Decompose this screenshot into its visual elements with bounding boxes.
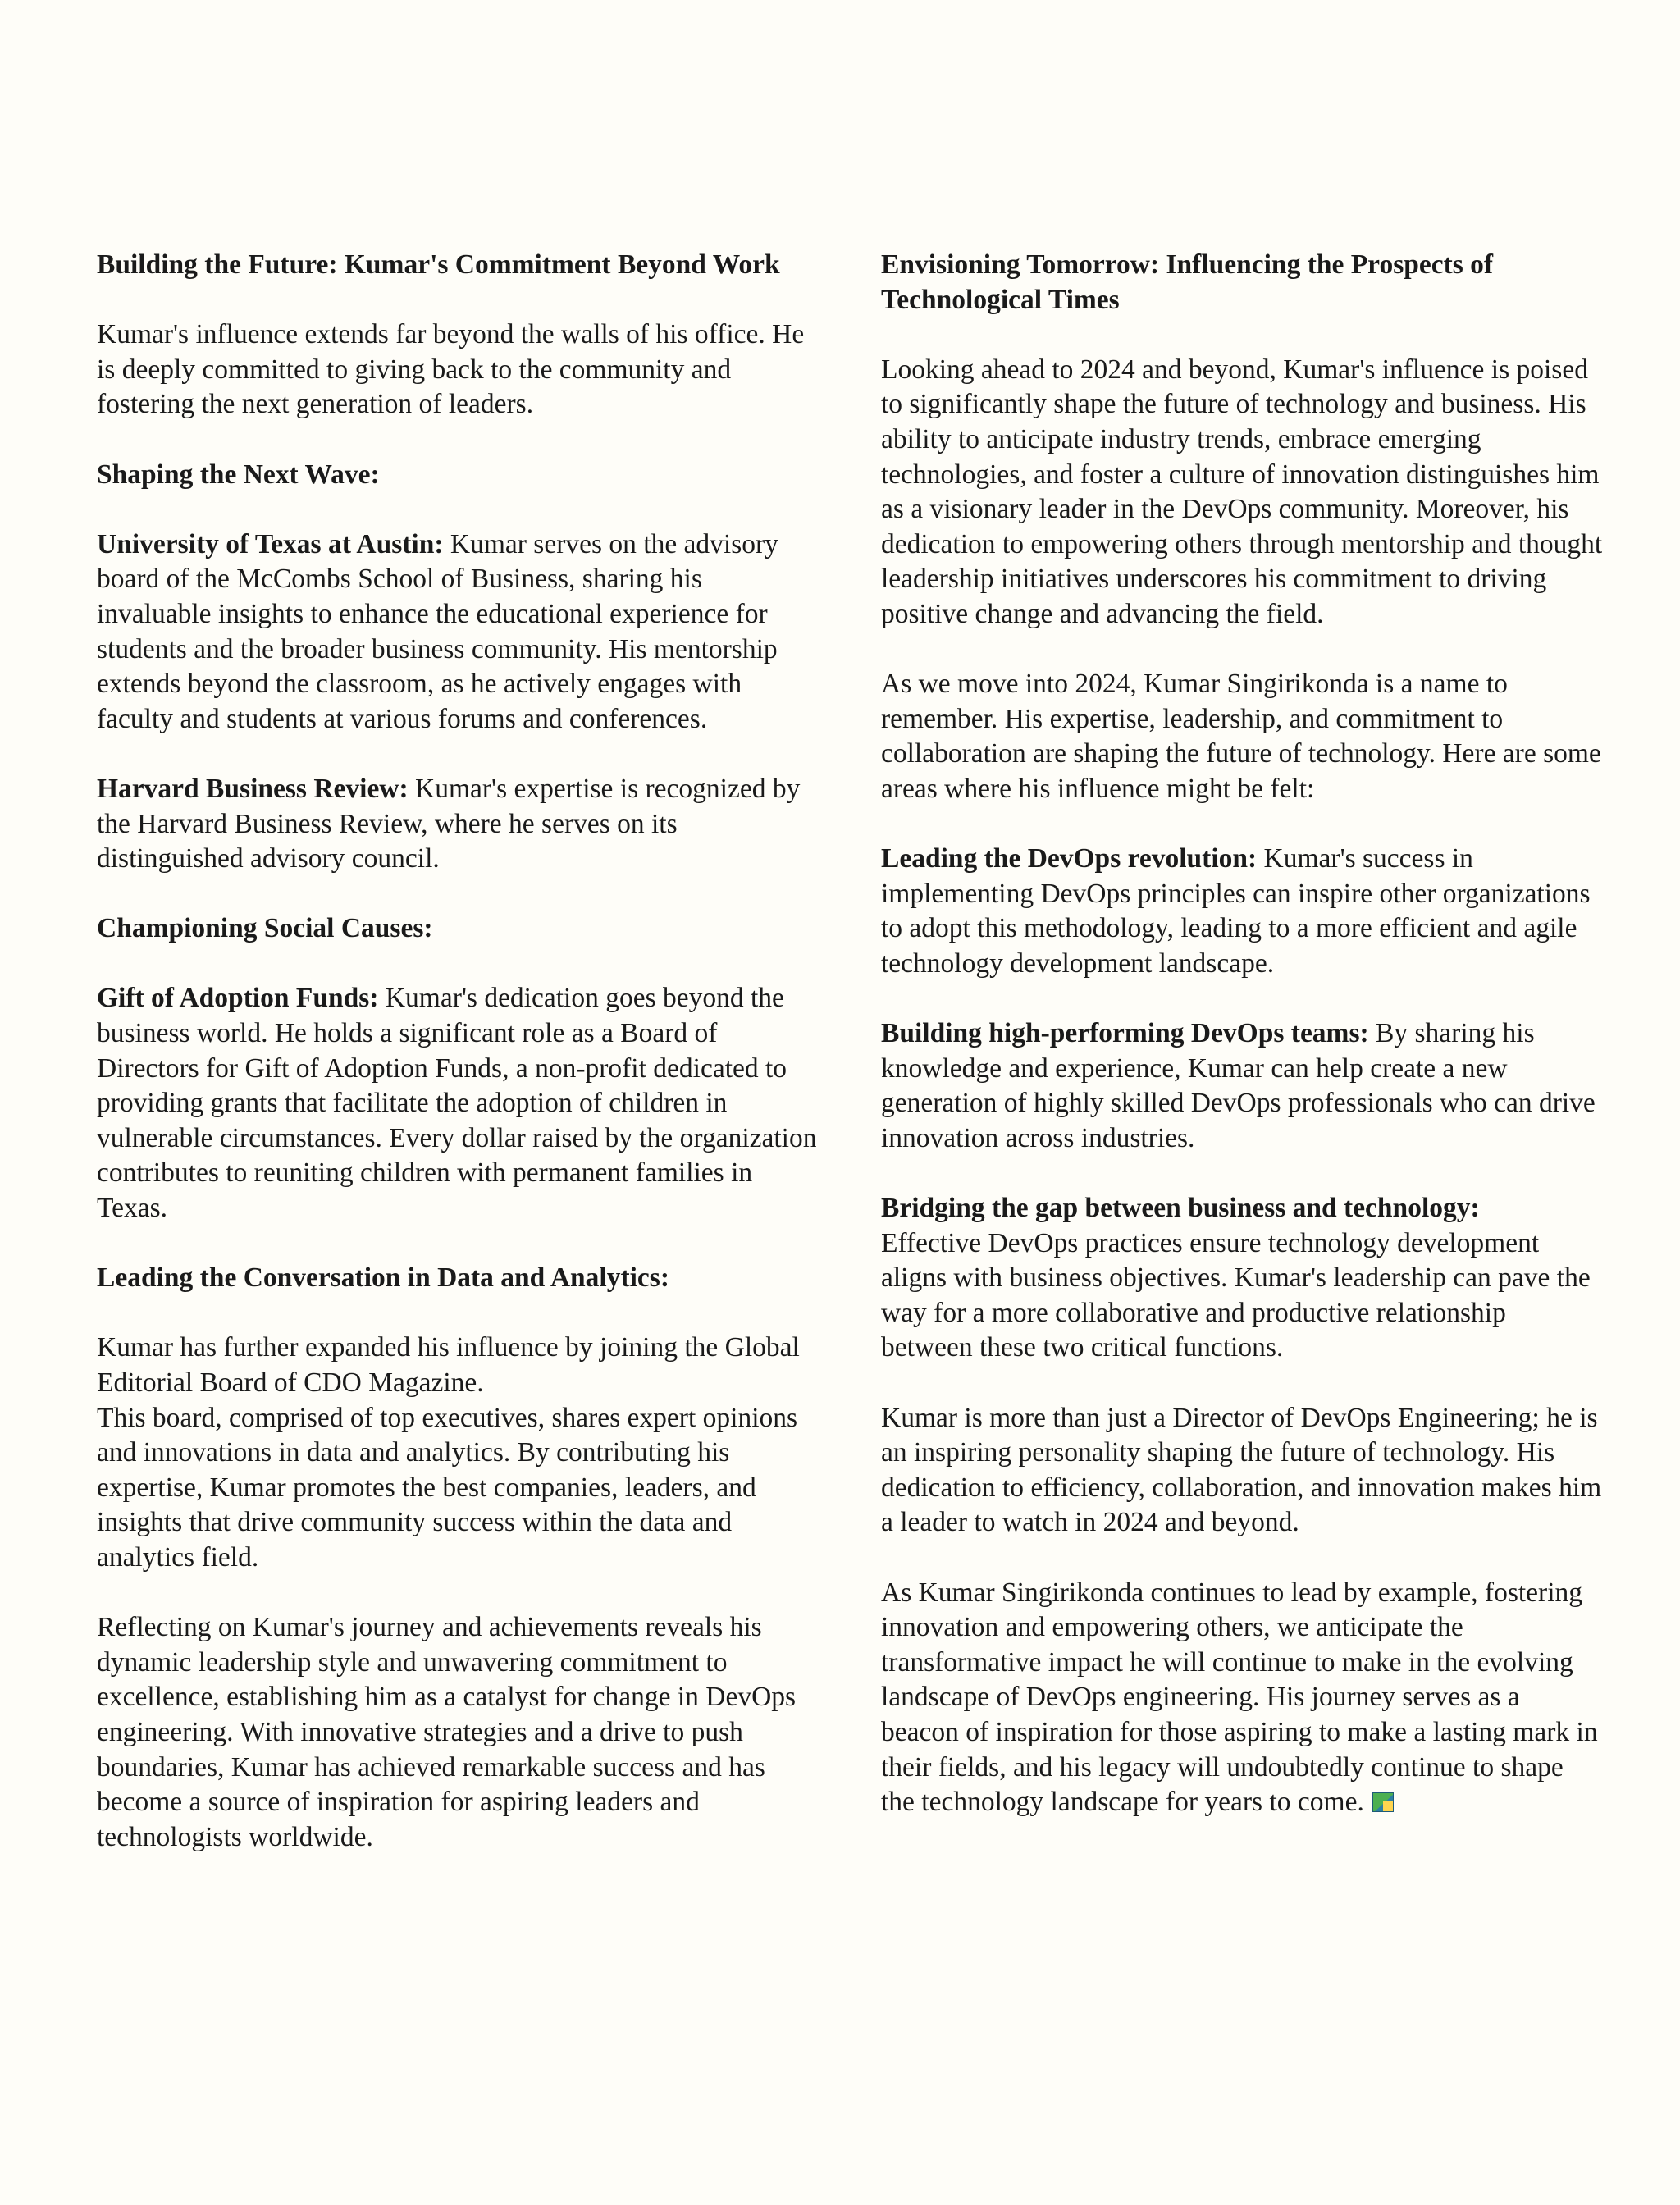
text-cdo-line-1: Kumar has further expanded his influence by joining the Global Editorial Board of CDO Magazine. bbox=[97, 1332, 800, 1398]
paragraph-ut-austin bbox=[97, 527, 819, 737]
section-title-building-future: Building the Future: Kumar's Commitment Beyond Work bbox=[97, 249, 780, 280]
text-hbr: Kumar's expertise is recognized by the Harvard Business Review, where he serves on its distinguished advisory council. bbox=[97, 773, 801, 874]
subheading-data-analytics: Leading the Conversation in Data and Analytics: bbox=[97, 1262, 669, 1294]
paragraph-looking-ahead: Looking ahead to 2024 and beyond, Kumar's influence is poised to significantly shape the future of technology and business. His ability to anticipate industry trends, embrace emerging technologies, and foster a culture of innovation distinguishes him as a visionary leader in the DevOps community. Moreover, his dedication to empowering others through mentorship and thought leadership initiatives underscores his commitment to driving positive change and advancing the field. bbox=[881, 354, 1603, 629]
paragraph-more-than-director: Kumar is more than just a Director of DevOps Engineering; he is an inspiring personality shaping the future of technology. His dedication to efficiency, collaboration, and innovation makes him a leader to watch in 2024 and beyond. bbox=[881, 1402, 1602, 1538]
text-cdo-line-2: This board, comprised of top executives, shares expert opinions and innovations in data and analytics. By contributing his expertise, Kumar promotes the best companies, leaders, and insights that drive community success within the data and analytics field. bbox=[97, 1402, 798, 1573]
lead-ut-austin: University of Texas at Austin: bbox=[97, 528, 444, 559]
paragraph-hbr bbox=[97, 772, 819, 877]
lead-devops-teams: Building high-performing DevOps teams: bbox=[881, 1018, 1369, 1049]
text-devops-teams: By sharing his knowledge and experience, Kumar can help create a new generation of highly skilled DevOps professionals who can drive innovation across industries. bbox=[881, 1018, 1596, 1153]
chart-emoji-icon bbox=[1372, 1792, 1394, 1812]
lead-devops-revolution: Leading the DevOps revolution: bbox=[881, 843, 1258, 874]
text-ut-austin: Kumar serves on the advisory board of the McCombs School of Business, sharing his invaluable insights to enhance the educational experience for students and the broader business community. His mentorship extends beyond the classroom, as he actively engages with faculty and students at various forums and conferences. bbox=[97, 528, 778, 734]
right-column bbox=[881, 248, 1603, 1820]
lead-hbr: Harvard Business Review: bbox=[97, 773, 409, 804]
paragraph-devops-revolution bbox=[881, 842, 1603, 981]
text-gift-of-adoption: Kumar's dedication goes beyond the business world. He holds a significant role as a Board of Directors for Gift of Adoption Funds, a non-profit dedicated to providing grants that facilitate the adoption of children in vulnerable circumstances. Every dollar raised by the organization contributes to reuniting children with permanent families in Texas. bbox=[97, 983, 817, 1224]
intro-paragraph: Kumar's influence extends far beyond the walls of his office. He is deeply committed to giving back to the community and fostering the next generation of leaders. bbox=[97, 319, 805, 420]
subheading-social-causes: Championing Social Causes: bbox=[97, 913, 433, 944]
lead-bridging-gap: Bridging the gap between business and technology: bbox=[881, 1193, 1480, 1224]
paragraph-gift-of-adoption bbox=[97, 981, 819, 1226]
subheading-shaping-next-wave: Shaping the Next Wave: bbox=[97, 459, 380, 490]
paragraph-bridging-gap bbox=[881, 1191, 1603, 1366]
text-closing: As Kumar Singirikonda continues to lead by example, fostering innovation and empowering others, we anticipate the transformative impact he will continue to make in the evolving landscape of DevOps engineering. His journey serves as a beacon of inspiration for those aspiring to make a lasting mark in their fields, and his legacy will undoubtedly continue to shape the technology landscape for years to come. bbox=[881, 1577, 1598, 1818]
paragraph-cdo-magazine bbox=[97, 1331, 819, 1575]
lead-gift-of-adoption: Gift of Adoption Funds: bbox=[97, 983, 379, 1014]
paragraph-devops-teams bbox=[881, 1016, 1603, 1156]
section-title-envisioning-tomorrow: Envisioning Tomorrow: Influencing the Prospects of Technological Times bbox=[881, 249, 1494, 315]
paragraph-move-into-2024: As we move into 2024, Kumar Singirikonda is a name to remember. His expertise, leadership, and commitment to collaboration are shaping the future of technology. Here are some areas where his influence might be felt: bbox=[881, 669, 1601, 804]
paragraph-closing bbox=[881, 1576, 1603, 1820]
text-bridging-gap: Effective DevOps practices ensure technology development aligns with business objectives. Kumar's leadership can pave the way for a more collaborative and productive relationship between these two critical functions. bbox=[881, 1227, 1591, 1363]
left-column bbox=[97, 248, 819, 1855]
paragraph-reflecting: Reflecting on Kumar's journey and achievements reveals his dynamic leadership style and unwavering commitment to excellence, establishing him as a catalyst for change in DevOps engineering. With innovative strategies and a drive to push boundaries, Kumar has achieved remarkable success and has become a source of inspiration for aspiring leaders and technologists worldwide. bbox=[97, 1612, 797, 1852]
text-devops-revolution: Kumar's success in implementing DevOps principles can inspire other organizations to adopt this methodology, leading to a more efficient and agile technology development landscape. bbox=[881, 843, 1591, 979]
